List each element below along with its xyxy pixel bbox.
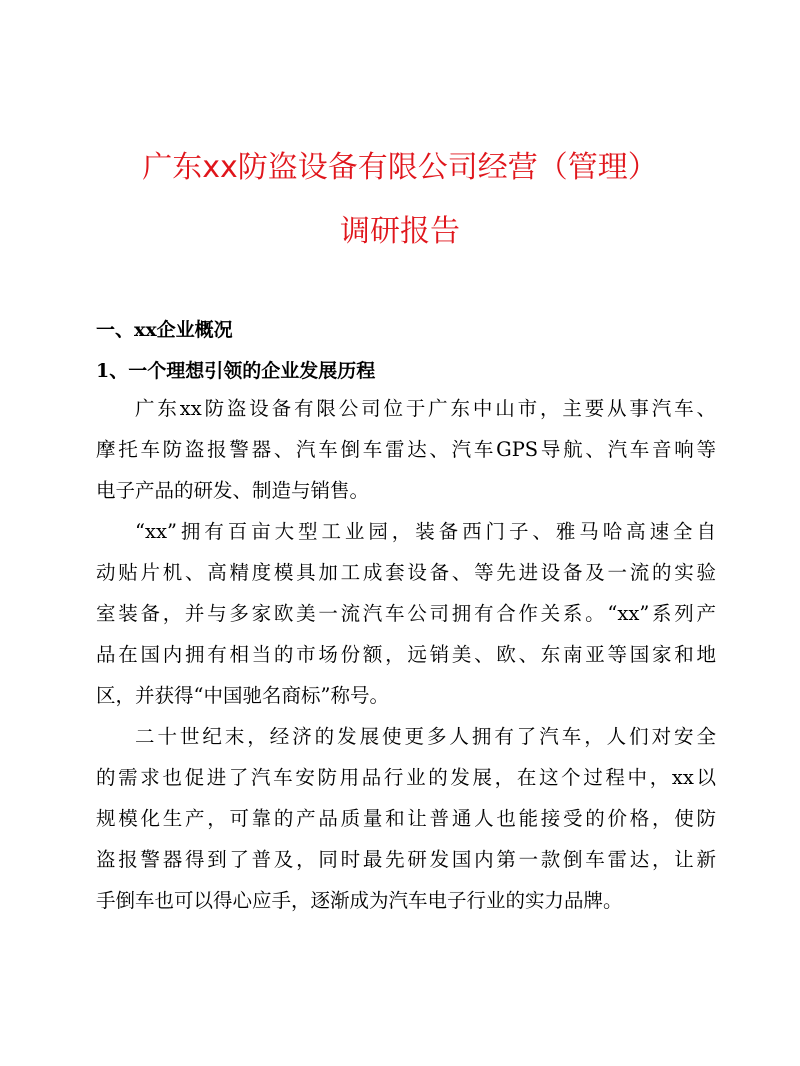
paragraph-line: 动贴片机、高精度模具加工成套设备、等先进设备及一流的实验	[96, 561, 716, 584]
paragraph-line: 手倒车也可以得心应手，逐渐成为汽车电子行业的实力品牌。	[96, 889, 623, 912]
paragraph-line: 电子产品的研发、制造与销售。	[96, 479, 370, 502]
paragraph-company-intro	[96, 388, 716, 511]
paragraph-line: “xx”拥有百亩大型工业园，装备西门子、雅马哈高速全自	[135, 520, 716, 543]
paragraph-line: 盗报警器得到了普及，同时最先研发国内第一款倒车雷达，让新	[96, 848, 716, 871]
paragraph-line: 摩托车防盗报警器、汽车倒车雷达、汽车GPS导航、汽车音响等	[96, 438, 716, 461]
paragraph-line: 区，并获得“中国驰名商标”称号。	[96, 684, 389, 707]
paragraph-line: 广东xx防盗设备有限公司位于广东中山市，主要从事汽车、	[135, 397, 716, 420]
document-title-line-1: 广东xx防盗设备有限公司经营（管理）	[142, 150, 658, 185]
paragraph-history	[96, 716, 716, 921]
paragraph-line: 室装备，并与多家欧美一流汽车公司拥有合作关系。“xx”系列产	[96, 602, 716, 625]
paragraph-facilities	[96, 511, 716, 716]
paragraph-line: 品在国内拥有相当的市场份额，远销美、欧、东南亚等国家和地	[96, 643, 716, 666]
paragraph-line: 的需求也促进了汽车安防用品行业的发展，在这个过程中，xx以	[96, 766, 716, 789]
paragraph-line: 规模化生产，可靠的产品质量和让普通人也能接受的价格，使防	[96, 807, 716, 830]
paragraph-line: 二十世纪末，经济的发展使更多人拥有了汽车，人们对安全	[135, 725, 716, 748]
section-heading: 一、xx企业概况	[96, 319, 233, 341]
document-title-line-2: 调研报告	[340, 214, 460, 249]
subsection-heading: 1、一个理想引领的企业发展历程	[96, 360, 376, 382]
